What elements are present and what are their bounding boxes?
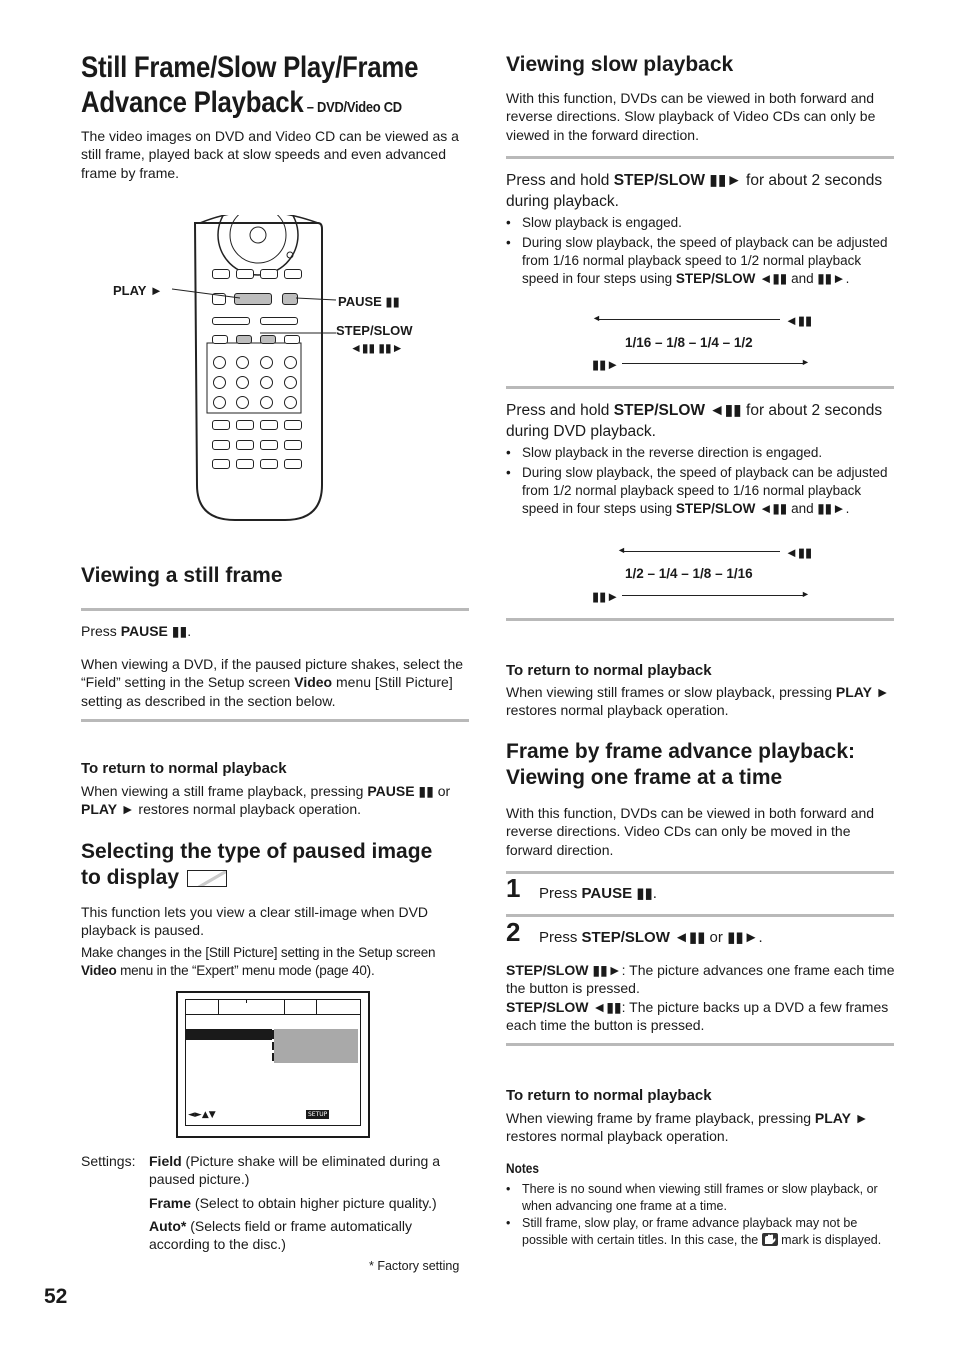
slow-intro: With this function, DVDs can be viewed in both forward and reverse directions. Slow playback of Video CDs can only be viewed in the forward direction. xyxy=(506,90,876,143)
setup-nav-icon: ◄►▲▼ xyxy=(188,1110,216,1120)
heading-paused-type: Selecting the type of paused image to display xyxy=(81,840,433,889)
still-frame-instruction: Press PAUSE ▮▮. xyxy=(81,623,192,639)
notes-heading: Notes xyxy=(506,1161,540,1176)
divider xyxy=(506,871,894,874)
list-item: • Still frame, slow play, or frame advance playback may not be possible with certain titles. In this case, the mark is displayed. xyxy=(506,1215,894,1248)
frame-return-body: When viewing frame by frame playback, pressing PLAY ► restores normal playback operation. xyxy=(506,1110,869,1145)
remote-label-pause: PAUSE ▮▮ xyxy=(338,294,400,309)
slow-return-body: When viewing still frames or slow playback, pressing PLAY ► restores normal playback operation. xyxy=(506,684,890,719)
still-frame-return-body: When viewing a still frame playback, pressing PAUSE ▮▮ or PLAY ► restores normal playback operation. xyxy=(81,783,451,818)
scale-back-arrow-line xyxy=(622,551,780,552)
page-title xyxy=(81,50,418,125)
scale-back-arrow-line xyxy=(597,319,780,320)
arrowhead-right-icon: ► xyxy=(801,589,810,599)
arrowhead-left-icon: ◄ xyxy=(592,313,601,323)
list-item: • During slow playback, the speed of playback can be adjusted from 1/16 normal playback speed to 1/2 normal playback speed in four steps using STEP/SLOW ◄▮▮ and ▮▮►. xyxy=(506,234,894,288)
divider xyxy=(506,1043,894,1046)
heading-still-frame: Viewing a still frame xyxy=(81,564,283,587)
slow-rev-instruction: Press and hold STEP/SLOW ◄▮▮ for about 2 seconds during DVD playback. xyxy=(506,402,883,440)
expert-mode-icon xyxy=(187,870,227,887)
page-title-line1: Still Frame/Slow Play/Frame xyxy=(81,51,419,84)
divider xyxy=(506,386,894,389)
settings-list xyxy=(149,1152,471,1253)
page-title-line2: Advance Playback xyxy=(81,86,304,119)
slow-rev-bullets xyxy=(506,444,894,518)
setting-auto: Auto* (Selects field or frame automatically according to the disc.) xyxy=(149,1217,412,1253)
arrowhead-right-icon: ► xyxy=(801,357,810,367)
factory-setting-note: * Factory setting xyxy=(369,1259,460,1273)
frame-step-desc-fwd: STEP/SLOW ▮▮►: The picture advances one frame each time the button is pressed. xyxy=(506,962,895,997)
divider xyxy=(506,914,894,917)
page-number: 52 xyxy=(44,1285,68,1308)
heading-slow-playback: Viewing slow playback xyxy=(506,53,734,76)
step-2-number: 2 xyxy=(506,917,521,947)
prohibited-hand-icon xyxy=(762,1233,778,1246)
divider xyxy=(81,719,469,722)
prohibited-hand-icon-svg xyxy=(762,1233,778,1246)
list-item: • During slow playback, the speed of playback can be adjusted from 1/2 normal playback speed to 1/16 normal playback speed in four steps using STEP/SLOW ◄▮▮ and ▮▮►. xyxy=(506,464,894,518)
arrowhead-left-icon: ◄ xyxy=(617,545,626,555)
step-1-number: 1 xyxy=(506,873,521,903)
intro-text: The video images on DVD and Video CD can be viewed as a still frame, played back at slow speeds and even advanced frame by frame. xyxy=(81,128,459,181)
remote-label-play: PLAY ► xyxy=(113,283,163,298)
setup-screen-inner xyxy=(185,999,361,1126)
list-item: • Slow playback is engaged. xyxy=(506,214,894,232)
remote-label-step-slow-arrows: ◄▮▮ ▮▮► xyxy=(350,341,404,355)
scale-fwd-label: ▮▮► xyxy=(592,589,620,604)
divider xyxy=(81,608,469,611)
still-frame-body: When viewing a DVD, if the paused picture shakes, select the “Field” setting in the Setup screen Video menu [Still Picture] setting as described in the section below. xyxy=(81,656,464,709)
slow-return-heading: To return to normal playback xyxy=(506,662,712,679)
divider xyxy=(506,618,894,621)
step-1-text: Press PAUSE ▮▮. xyxy=(539,885,657,902)
remote-illustration xyxy=(100,215,460,535)
scale-fwd-label: ▮▮► xyxy=(592,357,620,372)
still-frame-return-heading: To return to normal playback xyxy=(81,760,287,777)
paused-type-body2: Make changes in the [Still Picture] setting in the Setup screen Video menu in the “Expert” menu mode (page 40). xyxy=(81,945,436,978)
slow-fwd-bullets xyxy=(506,214,894,288)
settings-label: Settings: xyxy=(81,1153,136,1169)
step-2-text: Press STEP/SLOW ◄▮▮ or ▮▮►. xyxy=(539,929,763,946)
list-item: • There is no sound when viewing still frames or slow playback, or when advancing one frame at a time. xyxy=(506,1181,894,1214)
heading-frame-advance: Frame by frame advance playback: Viewing one frame at a time xyxy=(506,740,856,789)
scale-fwd-arrow-line xyxy=(622,363,804,364)
scale-back-label: ◄▮▮ xyxy=(785,545,813,560)
paused-type-body1: This function lets you view a clear still-image when DVD playback is paused. xyxy=(81,904,429,939)
setting-frame: Frame (Select to obtain higher picture quality.) xyxy=(149,1194,437,1211)
setup-screen-illustration xyxy=(176,991,370,1138)
setup-tab-active xyxy=(246,1003,284,1014)
remote-callout-lines xyxy=(100,215,460,535)
setup-options-panel xyxy=(274,1029,358,1063)
notes-list xyxy=(506,1181,894,1248)
frame-step-desc-back: STEP/SLOW ◄▮▮: The picture backs up a DVD a few frames each time the button is pressed. xyxy=(506,998,889,1033)
divider xyxy=(506,156,894,159)
frame-intro: With this function, DVDs can be viewed in both forward and reverse directions. Video CDs can only be moved in the forward direction. xyxy=(506,805,875,858)
remote-label-step-slow: STEP/SLOW xyxy=(336,323,413,338)
scale-fwd-arrow-line xyxy=(622,595,804,596)
rev-speed-scale: 1/2 – 1/4 – 1/8 – 1/16 xyxy=(625,566,753,581)
list-item: • Slow playback in the reverse direction is engaged. xyxy=(506,444,894,462)
fwd-speed-scale: 1/16 – 1/8 – 1/4 – 1/2 xyxy=(625,335,753,350)
slow-fwd-instruction: Press and hold STEP/SLOW ▮▮► for about 2 seconds during playback. xyxy=(506,172,883,210)
frame-return-heading: To return to normal playback xyxy=(506,1087,712,1104)
scale-back-label: ◄▮▮ xyxy=(785,313,813,328)
setup-selected-row xyxy=(186,1029,272,1040)
setup-label: SETUP xyxy=(308,1111,328,1118)
page-title-sub: – DVD/Video CD xyxy=(303,99,402,116)
frame-step-desc xyxy=(506,961,896,1034)
setting-field: Field (Picture shake will be eliminated during a paused picture.) xyxy=(149,1153,441,1188)
